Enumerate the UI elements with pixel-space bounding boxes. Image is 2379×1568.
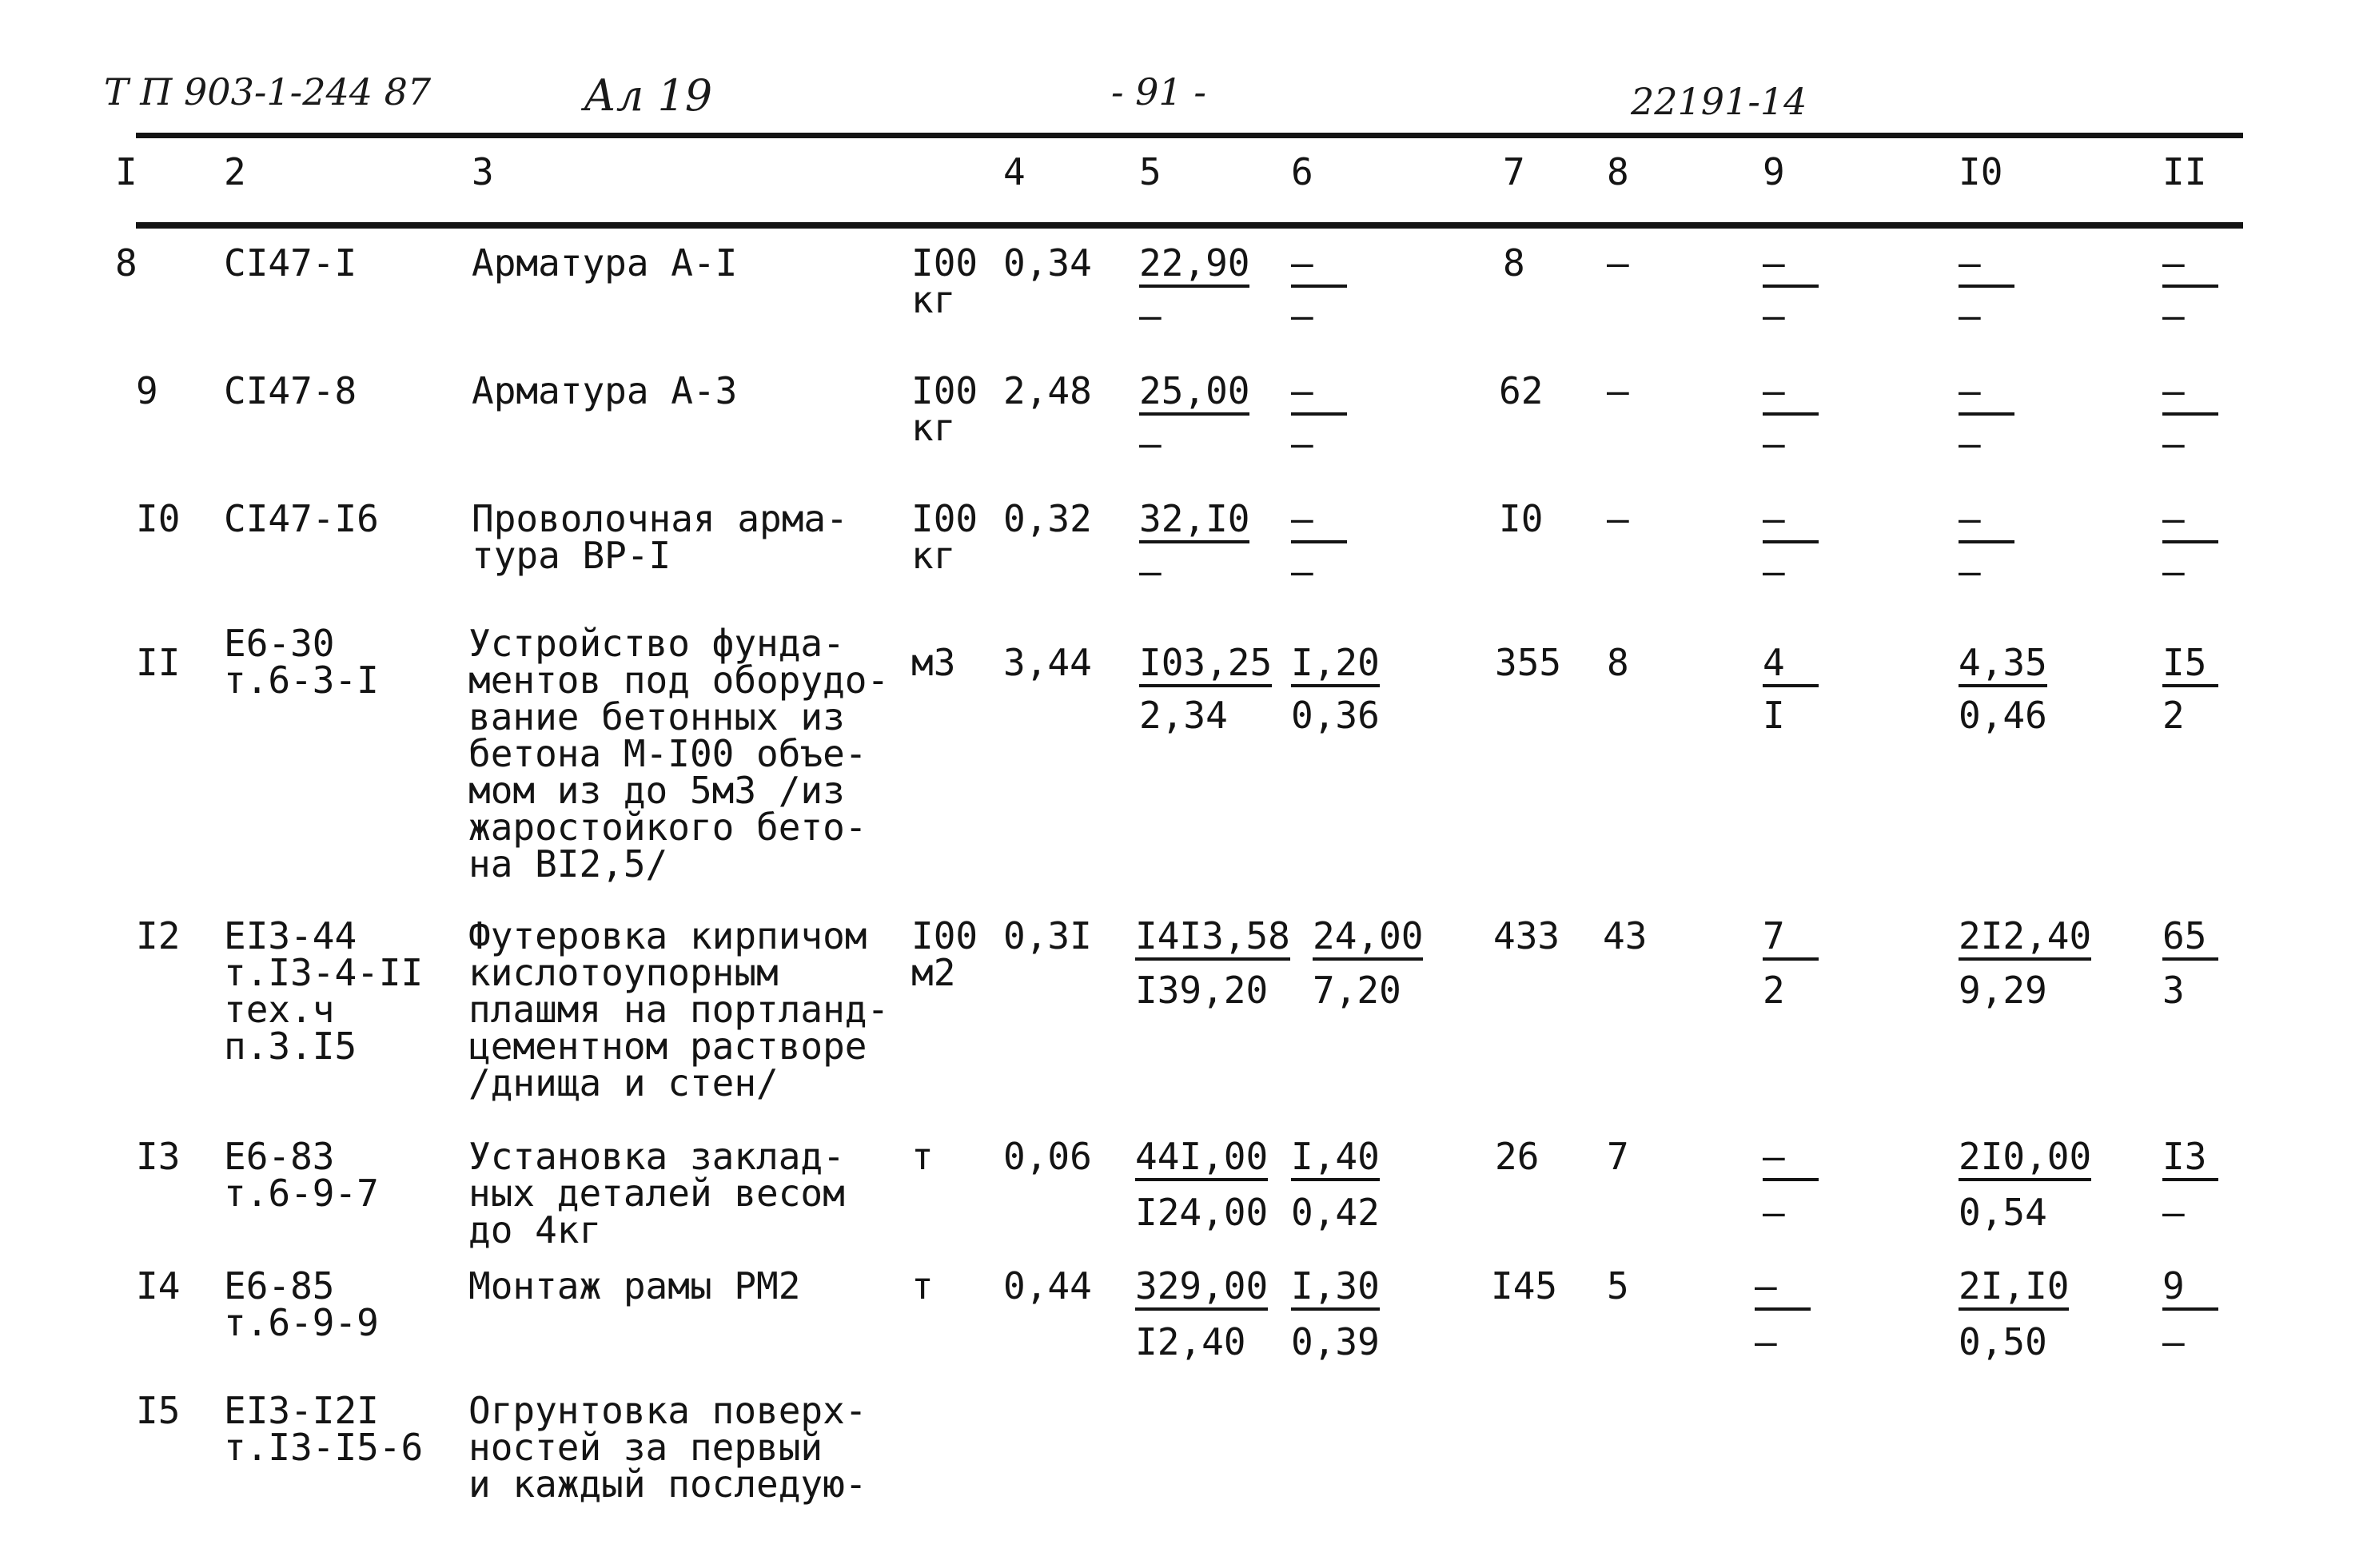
work-name: Установка заклад- ных деталей весом до 4кг xyxy=(468,1135,845,1252)
labor-unit-mach: – xyxy=(1959,550,1981,593)
work-name: Устройство фунда- ментов под оборудо- вание бетонных из бетона М-I00 объе- мом из до 5м3 /из жаростойкого бето- на ВI2,5/ xyxy=(468,622,890,885)
labor-unit-mach: 0,54 xyxy=(1959,1191,2047,1234)
machine-total-wage: – xyxy=(1763,294,1785,337)
quantity: 3,44 xyxy=(1003,641,1092,684)
machine-unit: – xyxy=(1291,245,1347,288)
cost-total: 8 xyxy=(1503,241,1525,285)
quantity: 0,44 xyxy=(1003,1264,1092,1307)
machine-total-wage: – xyxy=(1763,422,1785,465)
row-number: I2 xyxy=(136,914,181,957)
unit: I00 кг xyxy=(911,369,978,449)
cost-unit-total: 329,00 xyxy=(1135,1268,1268,1311)
cost-unit-total: I03,25 xyxy=(1139,644,1272,687)
column-header-7: 7 xyxy=(1503,150,1525,193)
wage-total: – xyxy=(1607,497,1629,540)
work-name: Арматура А-3 xyxy=(472,369,738,412)
column-header-9: 9 xyxy=(1763,150,1785,193)
labor-total-mach: – xyxy=(2162,1191,2185,1234)
quantity: 0,06 xyxy=(1003,1135,1092,1178)
row-number: I4 xyxy=(136,1264,181,1307)
cost-unit-total: 32,I0 xyxy=(1139,500,1249,543)
column-header-10: I0 xyxy=(1959,150,2003,193)
machine-unit: I,30 xyxy=(1291,1268,1380,1311)
machine-total-wage: – xyxy=(1763,550,1785,593)
machine-total: – xyxy=(1763,500,1819,543)
machine-total: – xyxy=(1763,372,1819,416)
column-header-6: 6 xyxy=(1291,150,1313,193)
cost-total: I45 xyxy=(1491,1264,1558,1307)
cost-unit-wage: – xyxy=(1139,422,1162,465)
labor-total: 65 xyxy=(2162,917,2218,961)
labor-total-mach: 2 xyxy=(2162,694,2185,737)
labor-unit-mach: 0,46 xyxy=(1959,694,2047,737)
rate-code: CI47-8 xyxy=(224,369,357,412)
top-rule xyxy=(136,133,2243,138)
machine-unit-wage: 0,36 xyxy=(1291,694,1380,737)
labor-unit-mach: – xyxy=(1959,294,1981,337)
labor-unit: – xyxy=(1959,245,2014,288)
column-header-5: 5 xyxy=(1139,150,1162,193)
machine-unit-wage: 0,39 xyxy=(1291,1320,1380,1363)
labor-total: – xyxy=(2162,500,2218,543)
row-number: I5 xyxy=(136,1389,181,1432)
wage-total: 43 xyxy=(1603,914,1648,957)
column-header-8: 8 xyxy=(1607,150,1629,193)
work-name: Проволочная арма- тура ВР-I xyxy=(472,497,848,577)
labor-unit-mach: 0,50 xyxy=(1959,1320,2047,1363)
cost-unit-wage: I2,40 xyxy=(1135,1320,1246,1363)
cost-unit-wage: – xyxy=(1139,550,1162,593)
column-header-1: I xyxy=(115,150,137,193)
row-number: I3 xyxy=(136,1135,181,1178)
wage-total: 7 xyxy=(1607,1135,1629,1178)
wage-total: 5 xyxy=(1607,1264,1629,1307)
unit: I00 м2 xyxy=(911,914,978,994)
column-header-2: 2 xyxy=(224,150,246,193)
labor-total-mach: – xyxy=(2162,550,2185,593)
labor-total: I5 xyxy=(2162,644,2218,687)
document-code: Т П 903-1-244 87 xyxy=(104,70,432,113)
row-number: II xyxy=(136,641,181,684)
labor-unit: 4,35 xyxy=(1959,644,2047,687)
labor-total-mach: – xyxy=(2162,1320,2185,1363)
album-number: Ал 19 xyxy=(584,70,713,121)
machine-total-wage: I xyxy=(1763,694,1785,737)
wage-total: 8 xyxy=(1607,641,1629,684)
row-number: 9 xyxy=(136,369,158,412)
cost-unit-total: I4I3,58 xyxy=(1135,917,1290,961)
column-header-11: II xyxy=(2162,150,2207,193)
cost-unit-wage: I24,00 xyxy=(1135,1191,1269,1234)
labor-unit: 2I,I0 xyxy=(1959,1268,2069,1311)
quantity: 2,48 xyxy=(1003,369,1092,412)
header-bottom-rule xyxy=(136,222,2243,229)
cost-total: 433 xyxy=(1493,914,1560,957)
wage-total: – xyxy=(1607,369,1629,412)
labor-unit-mach: – xyxy=(1959,422,1981,465)
unit: I00 кг xyxy=(911,497,978,577)
rate-code: Е6-30 т.6-3-I xyxy=(224,622,379,702)
labor-total-mach: – xyxy=(2162,422,2185,465)
column-header-3: 3 xyxy=(472,150,494,193)
rate-code: Е6-83 т.6-9-7 xyxy=(224,1135,379,1215)
unit: м3 xyxy=(911,641,956,684)
labor-unit: 2I0,00 xyxy=(1959,1138,2091,1181)
cost-total: 355 xyxy=(1495,641,1562,684)
unit: т xyxy=(911,1135,934,1178)
machine-unit: – xyxy=(1291,372,1347,416)
machine-total: – xyxy=(1763,1138,1819,1181)
row-number: I0 xyxy=(136,497,181,540)
cost-unit-total: 44I,00 xyxy=(1135,1138,1268,1181)
quantity: 0,32 xyxy=(1003,497,1092,540)
cost-total: I0 xyxy=(1499,497,1544,540)
inventory-number: 22191-14 xyxy=(1631,80,1807,123)
cost-unit-wage: I39,20 xyxy=(1135,969,1269,1012)
quantity: 0,34 xyxy=(1003,241,1092,285)
rate-code: CI47-I6 xyxy=(224,497,379,540)
machine-unit-wage: 7,20 xyxy=(1313,969,1401,1012)
machine-unit: I,40 xyxy=(1291,1138,1380,1181)
machine-unit-wage: – xyxy=(1291,550,1313,593)
labor-total: – xyxy=(2162,372,2218,416)
labor-unit-mach: 9,29 xyxy=(1959,969,2047,1012)
machine-unit: – xyxy=(1291,500,1347,543)
machine-total: 4 xyxy=(1763,644,1819,687)
work-name: Арматура А-I xyxy=(472,241,738,285)
row-number: 8 xyxy=(115,241,137,285)
machine-unit-wage: 0,42 xyxy=(1291,1191,1380,1234)
labor-total-mach: – xyxy=(2162,294,2185,337)
page-number: - 91 - xyxy=(1111,70,1206,113)
machine-total: – xyxy=(1763,245,1819,288)
quantity: 0,3I xyxy=(1003,914,1092,957)
labor-total: I3 xyxy=(2162,1138,2218,1181)
cost-unit-total: 25,00 xyxy=(1139,372,1249,416)
cost-unit-wage: – xyxy=(1139,294,1162,337)
unit: т xyxy=(911,1264,934,1307)
cost-total: 26 xyxy=(1495,1135,1540,1178)
rate-code: ЕI3-44 т.I3-4-II тех.ч п.3.I5 xyxy=(224,914,424,1068)
machine-unit: I,20 xyxy=(1291,644,1380,687)
work-name: Огрунтовка поверх- ностей за первый и каждый последую- xyxy=(468,1389,867,1506)
labor-unit: – xyxy=(1959,500,2014,543)
rate-code: ЕI3-I2I т.I3-I5-6 xyxy=(224,1389,424,1469)
work-name: Футеровка кирпичом кислотоупорным плашмя на портланд- цементном растворе /днища и стен/ xyxy=(468,914,890,1104)
work-name: Монтаж рамы РМ2 xyxy=(468,1264,801,1307)
column-header-4: 4 xyxy=(1003,150,1026,193)
machine-unit: 24,00 xyxy=(1313,917,1423,961)
machine-total-wage: – xyxy=(1755,1320,1777,1363)
rate-code: Е6-85 т.6-9-9 xyxy=(224,1264,379,1344)
labor-total-mach: 3 xyxy=(2162,969,2185,1012)
machine-total: – xyxy=(1755,1268,1811,1311)
machine-unit-wage: – xyxy=(1291,422,1313,465)
machine-unit-wage: – xyxy=(1291,294,1313,337)
cost-total: 62 xyxy=(1499,369,1544,412)
wage-total: – xyxy=(1607,241,1629,285)
cost-unit-total: 22,90 xyxy=(1139,245,1249,288)
machine-total-wage: – xyxy=(1763,1191,1785,1234)
labor-unit: – xyxy=(1959,372,2014,416)
unit: I00 кг xyxy=(911,241,978,321)
rate-code: CI47-I xyxy=(224,241,357,285)
labor-total: 9 xyxy=(2162,1268,2218,1311)
machine-total-wage: 2 xyxy=(1763,969,1785,1012)
labor-unit: 2I2,40 xyxy=(1959,917,2091,961)
cost-unit-wage: 2,34 xyxy=(1139,694,1228,737)
labor-total: – xyxy=(2162,245,2218,288)
machine-total: 7 xyxy=(1763,917,1819,961)
